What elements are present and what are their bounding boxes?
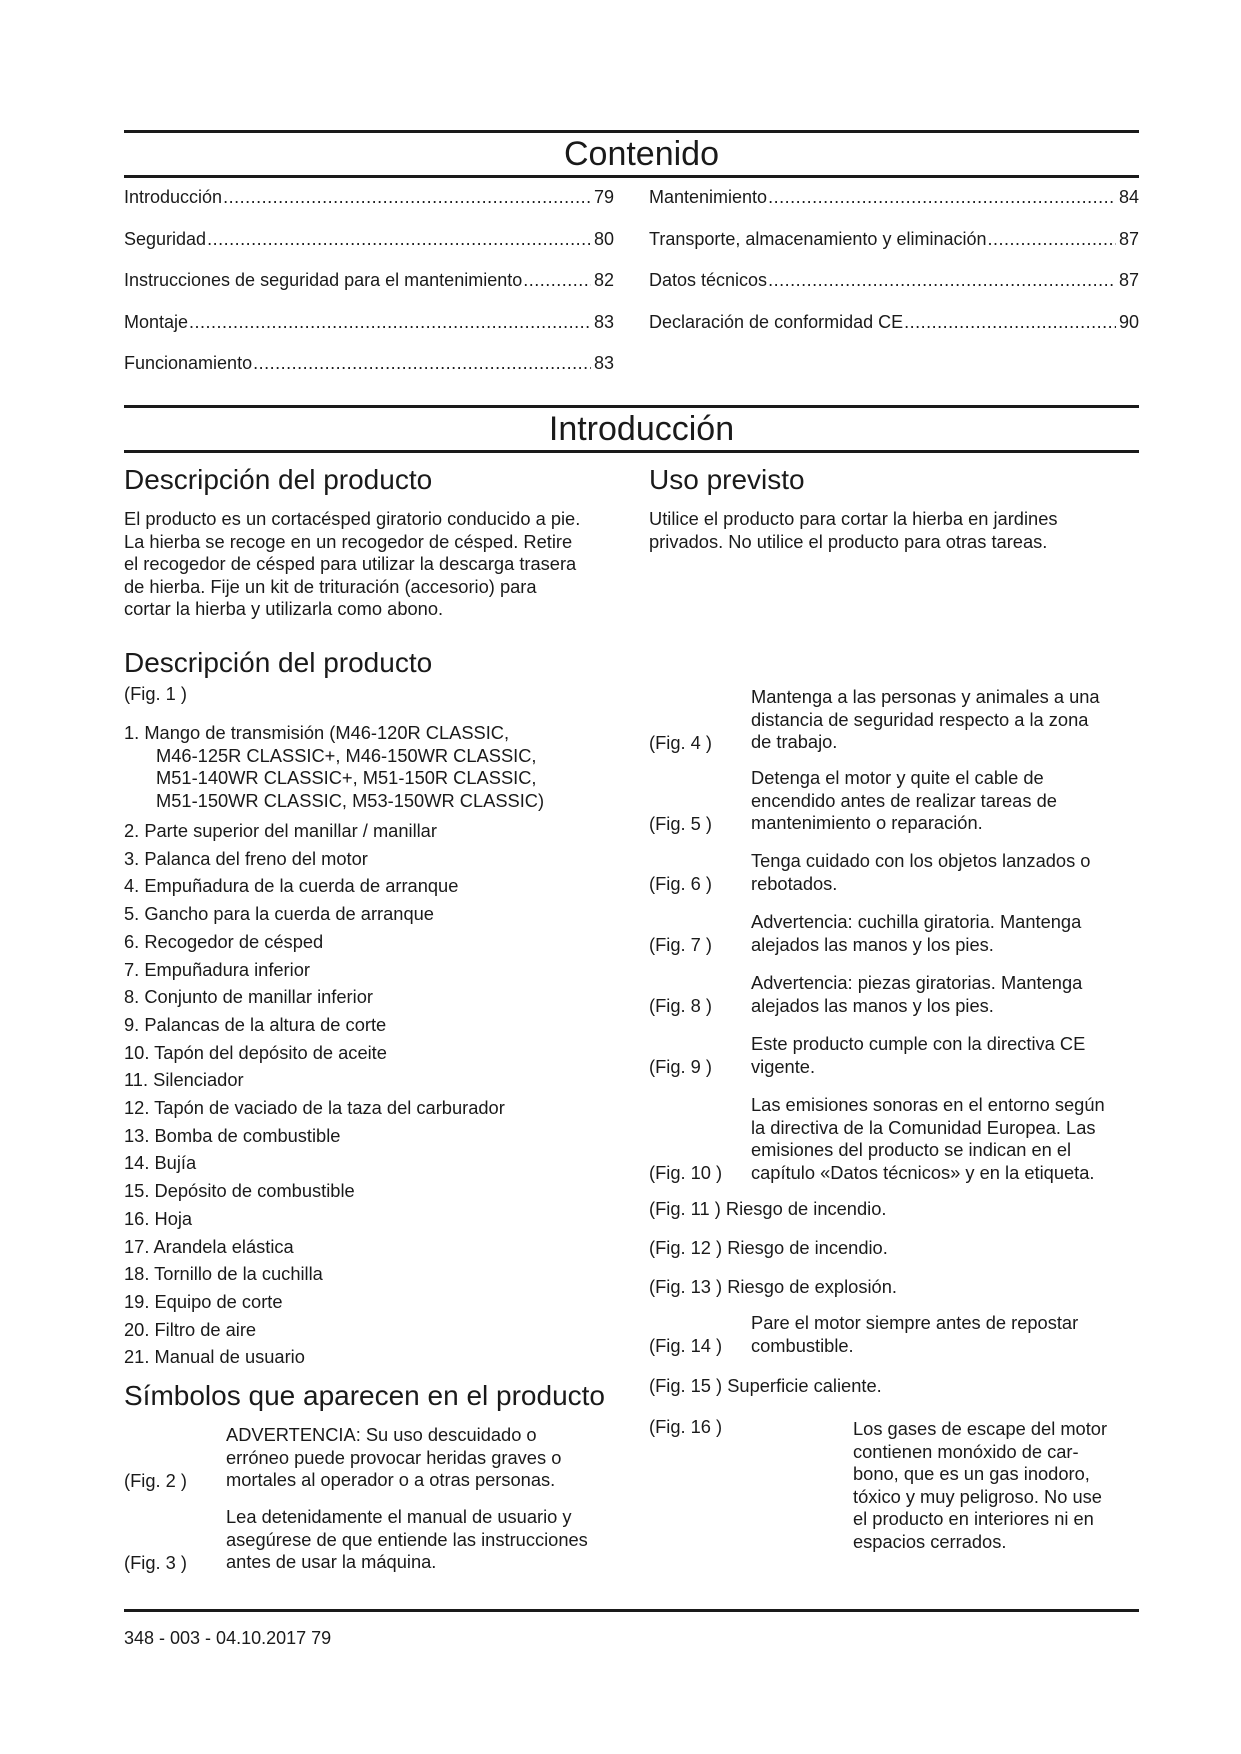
toc-entry-page: 90 bbox=[1118, 311, 1139, 332]
toc-title: Contenido bbox=[563, 135, 719, 173]
toc-entry-label: Montaje bbox=[124, 311, 189, 332]
list-item: 21. Manual de usuario bbox=[124, 1346, 305, 1368]
intended-use-text: Utilice el producto para cortar la hierba en jardines privados. No utilice el producto para otras tareas. bbox=[649, 508, 1058, 552]
toc-entry[interactable] bbox=[649, 312, 1139, 354]
list-item: 5. Gancho para la cuerda de arranque bbox=[124, 903, 434, 925]
toc-entry[interactable] bbox=[124, 312, 614, 354]
symbol-description: Advertencia: piezas giratorias. Mantenga alejados las manos y los pies. bbox=[751, 972, 1083, 1016]
product-parts-fig-ref: (Fig. 1 ) bbox=[124, 683, 187, 704]
symbol-fig-ref: (Fig. 3 ) bbox=[124, 1551, 187, 1573]
symbol-entry bbox=[649, 686, 1139, 754]
toc-entry-label: Datos técnicos bbox=[649, 270, 768, 290]
toc-entry[interactable] bbox=[124, 353, 614, 395]
intro-header bbox=[124, 405, 1139, 453]
product-description-text: El producto es un cortacésped giratorio conducido a pie. La hierba se recoge en un recogedor de césped. Retire el recogedor de césped para utilizar la descarga trasera de hierba. Fije un kit de trituración (accesorio) para cortar la hierba y utilizarla como abono. bbox=[124, 508, 581, 619]
symbol-fig-ref: (Fig. 14 ) bbox=[649, 1334, 723, 1356]
symbol-description: Mantenga a las personas y animales a una distancia de seguridad respecto a la zona de trabajo. bbox=[751, 686, 1100, 752]
product-description-heading: Descripción del producto bbox=[124, 464, 433, 495]
symbol-description: Pare el motor siempre antes de repostar combustible. bbox=[751, 1312, 1079, 1356]
toc-entry-page: 87 bbox=[1118, 270, 1139, 290]
toc-entry-page: 80 bbox=[593, 228, 614, 249]
toc-entry[interactable] bbox=[649, 229, 1139, 271]
symbol-description: Advertencia: cuchilla giratoria. Mantenga alejados las manos y los pies. bbox=[751, 911, 1082, 955]
symbol-entry bbox=[649, 911, 1139, 956]
intro-title: Introducción bbox=[548, 410, 735, 448]
toc-entry-label: Instrucciones de seguridad para el mantenimiento bbox=[124, 270, 523, 290]
list-item: 17. Arandela elástica bbox=[124, 1235, 294, 1257]
product-parts-heading: Descripción del producto bbox=[124, 647, 433, 678]
symbol-description: Detenga el motor y quite el cable de encendido antes de realizar tareas de mantenimiento o reparación. bbox=[751, 767, 1057, 833]
symbol-entry bbox=[649, 1033, 1139, 1078]
symbol-description: Este producto cumple con la directiva CE vigente. bbox=[751, 1033, 1086, 1077]
symbol-description: ADVERTENCIA: Su uso descuidado o erróneo puede provocar heridas graves o mortales al operador o a otras personas. bbox=[226, 1424, 562, 1490]
toc-header bbox=[124, 130, 1139, 178]
list-item: 19. Equipo de corte bbox=[124, 1290, 283, 1312]
toc-entry-page: 83 bbox=[593, 353, 614, 373]
toc-entry-label: Mantenimiento bbox=[649, 187, 768, 207]
toc-bottom-rule bbox=[124, 175, 1139, 178]
symbol-fig-ref: (Fig. 7 ) bbox=[649, 933, 712, 955]
symbol-fig-ref: (Fig. 4 ) bbox=[649, 731, 712, 753]
symbol-fig-ref: (Fig. 10 ) bbox=[649, 1161, 723, 1183]
page-footer: 348 - 003 - 04.10.2017 79 bbox=[124, 1628, 332, 1648]
toc-entry-label: Introducción bbox=[124, 187, 223, 207]
intended-use-heading: Uso previsto bbox=[649, 464, 805, 495]
toc-entry-page: 87 bbox=[1118, 228, 1139, 249]
symbol-entry-inline: (Fig. 15 ) Superficie caliente. bbox=[649, 1375, 882, 1396]
symbols-heading: Símbolos que aparecen en el producto bbox=[124, 1380, 605, 1411]
document-page bbox=[124, 0, 1139, 1754]
toc-entry-page: 84 bbox=[1118, 187, 1139, 207]
toc-entry-page: 83 bbox=[593, 311, 614, 332]
footer-rule bbox=[124, 1609, 1139, 1612]
symbol-fig-ref: (Fig. 5 ) bbox=[649, 812, 712, 834]
toc-entry-label: Declaración de conformidad CE bbox=[649, 311, 904, 332]
toc-entry[interactable] bbox=[124, 229, 614, 271]
symbol-entry bbox=[124, 1424, 624, 1492]
symbol-entry bbox=[649, 1312, 1139, 1357]
product-parts-list bbox=[124, 722, 614, 1371]
intro-bottom-rule bbox=[124, 450, 1139, 453]
toc-entry-page: 79 bbox=[593, 187, 614, 207]
list-item: 11. Silenciador bbox=[124, 1069, 244, 1091]
toc-entry-label: Seguridad bbox=[124, 228, 207, 249]
toc-entry[interactable] bbox=[649, 270, 1139, 312]
list-item: 16. Hoja bbox=[124, 1207, 193, 1229]
toc-entry-page: 82 bbox=[593, 270, 614, 290]
list-item: 6. Recogedor de césped bbox=[124, 930, 324, 952]
toc-entry[interactable] bbox=[649, 187, 1139, 229]
symbol-fig-ref: (Fig. 9 ) bbox=[649, 1055, 712, 1077]
list-item: 15. Depósito de combustible bbox=[124, 1180, 355, 1202]
list-item: 18. Tornillo de la cuchilla bbox=[124, 1263, 323, 1285]
symbol-entry-inline: (Fig. 13 ) Riesgo de explosión. bbox=[649, 1276, 897, 1297]
toc-entry[interactable] bbox=[124, 270, 614, 312]
symbol-description: Los gases de escape del motor contienen monóxido de car- bono, que es un gas inodoro, tóxico y muy peligroso. No use el producto en interiores ni en espacios cerrados. bbox=[853, 1418, 1108, 1552]
list-item: 4. Empuñadura de la cuerda de arranque bbox=[124, 875, 459, 897]
symbol-entry bbox=[649, 1094, 1139, 1184]
toc-entry-label: Transporte, almacenamiento y eliminación bbox=[649, 228, 987, 249]
symbol-description: Tenga cuidado con los objetos lanzados o rebotados. bbox=[751, 850, 1091, 894]
list-item: 8. Conjunto de manillar inferior bbox=[124, 986, 373, 1008]
symbol-description: Lea detenidamente el manual de usuario y asegúrese de que entiende las instrucciones antes de usar la máquina. bbox=[226, 1506, 588, 1572]
list-item: 13. Bomba de combustible bbox=[124, 1124, 341, 1146]
list-item: 2. Parte superior del manillar / manillar bbox=[124, 820, 437, 841]
symbol-entry bbox=[124, 1506, 624, 1574]
toc-left-column bbox=[124, 187, 614, 395]
symbol-entry bbox=[649, 850, 1139, 895]
list-item: 12. Tapón de vaciado de la taza del carburador bbox=[124, 1097, 505, 1119]
list-item: 7. Empuñadura inferior bbox=[124, 958, 310, 980]
list-item: 3. Palanca del freno del motor bbox=[124, 847, 368, 869]
symbol-fig-ref: (Fig. 16 ) bbox=[649, 1416, 723, 1437]
toc-entry-label: Funcionamiento bbox=[124, 353, 253, 373]
toc-right-column bbox=[649, 187, 1139, 353]
list-item: 1. Mango de transmisión (M46-120R CLASSIC, M46-125R CLASSIC+, M46-150WR CLASSIC, M51-140WR CLASSIC+, M51-150R CLASSIC, M51-150WR CLASSIC, M53-150WR CLASSIC) bbox=[124, 722, 545, 811]
symbol-entry bbox=[649, 972, 1139, 1017]
list-item: 10. Tapón del depósito de aceite bbox=[124, 1041, 387, 1063]
symbol-fig-ref: (Fig. 8 ) bbox=[649, 994, 712, 1016]
symbol-fig-ref: (Fig. 2 ) bbox=[124, 1469, 187, 1491]
symbol-entry bbox=[649, 767, 1139, 835]
symbol-fig-ref: (Fig. 6 ) bbox=[649, 872, 712, 894]
list-item: 14. Bujía bbox=[124, 1152, 197, 1174]
list-item: 20. Filtro de aire bbox=[124, 1318, 257, 1340]
toc-entry[interactable] bbox=[124, 187, 614, 229]
symbol-entry-inline: (Fig. 11 ) Riesgo de incendio. bbox=[649, 1198, 887, 1219]
symbol-entry-inline: (Fig. 12 ) Riesgo de incendio. bbox=[649, 1237, 888, 1258]
list-item: 9. Palancas de la altura de corte bbox=[124, 1013, 387, 1035]
symbol-description: Las emisiones sonoras en el entorno según la directiva de la Comunidad Europea. Las emisiones del producto se indican en el capítulo «Datos técnicos» y en la etiqueta. bbox=[751, 1094, 1105, 1183]
